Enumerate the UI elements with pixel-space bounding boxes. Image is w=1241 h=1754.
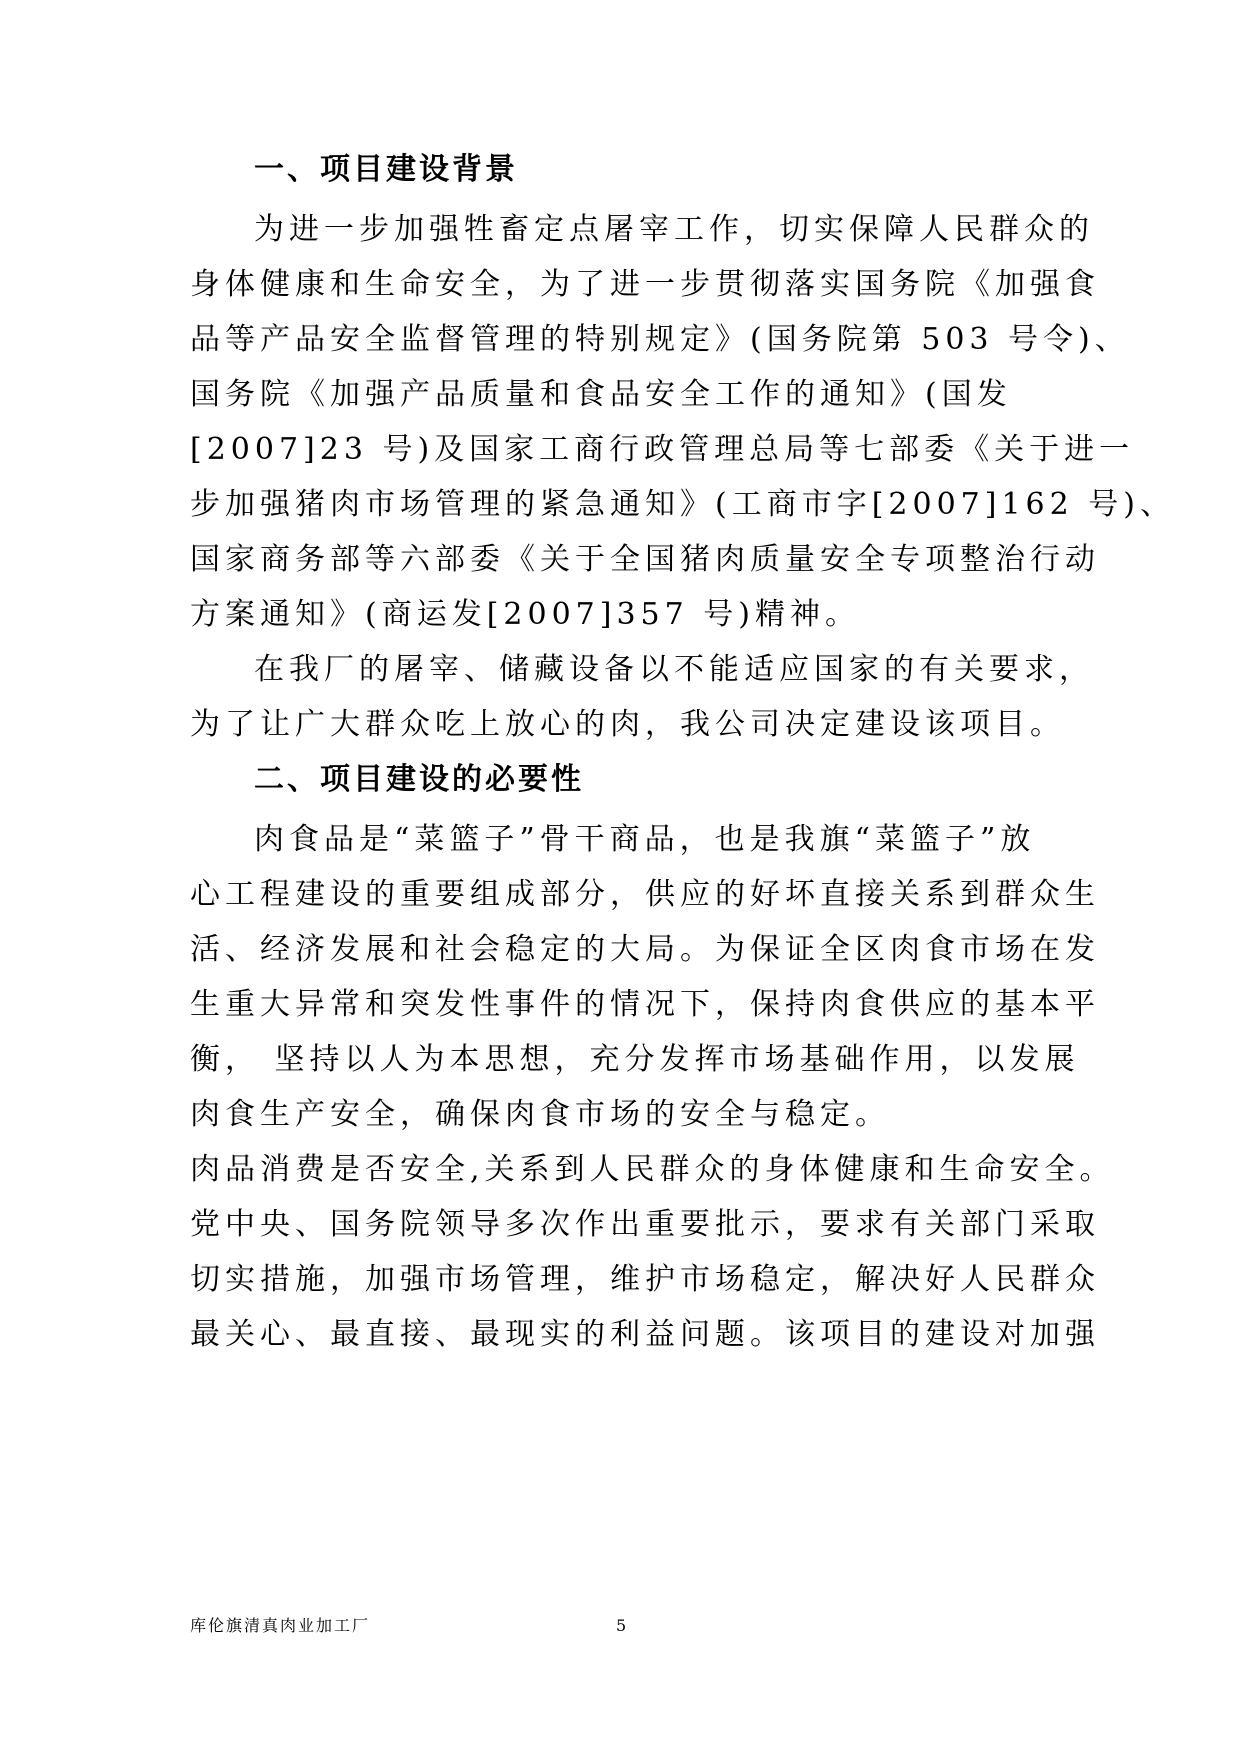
- paragraph-line: 衡， 坚持以人为本思想，充分发挥市场基础作用，以发展: [190, 1042, 1080, 1077]
- paragraph-line: 国家商务部等六部委《关于全国猪肉质量安全专项整治行动: [190, 542, 1100, 577]
- paragraph-line: 切实措施，加强市场管理，维护市场稳定，解决好人民群众: [190, 1262, 1100, 1297]
- section-heading-necessity: 二、项目建设的必要性: [254, 762, 584, 797]
- paragraph-line: 为了让广大群众吃上放心的肉，我公司决定建设该项目。: [190, 707, 1065, 742]
- footer-company-name: 库伦旗清真肉业加工厂: [190, 1616, 371, 1635]
- paragraph-line: 活、经济发展和社会稳定的大局。为保证全区肉食市场在发: [190, 932, 1100, 967]
- section-heading-background: 一、项目建设背景: [254, 152, 518, 187]
- paragraph-line: 身体健康和生命安全，为了进一步贯彻落实国务院《加强食: [190, 267, 1100, 302]
- paragraph-line: 国务院《加强产品质量和食品安全工作的通知》(国发: [190, 377, 1012, 412]
- paragraph-line: 方案通知》(商运发[2007]357 号)精神。: [190, 597, 860, 632]
- paragraph-line: [2007]23 号)及国家工商行政管理总局等七部委《关于进一: [190, 432, 1135, 467]
- paragraph-line: 品等产品安全监督管理的特别规定》(国务院第 503 号令)、: [190, 322, 1130, 357]
- paragraph-line: 肉食生产安全，确保肉食市场的安全与稳定。: [190, 1097, 890, 1132]
- paragraph-line: 在我厂的屠宰、储藏设备以不能适应国家的有关要求，: [254, 652, 1094, 687]
- paragraph-line: 肉食品是“菜篮子”骨干商品，也是我旗“菜篮子”放: [254, 822, 1036, 857]
- paragraph-line: 心工程建设的重要组成部分，供应的好坏直接关系到群众生: [190, 877, 1100, 912]
- paragraph-line: 为进一步加强牲畜定点屠宰工作，切实保障人民群众的: [254, 212, 1094, 247]
- paragraph-line: 最关心、最直接、最现实的利益问题。该项目的建设对加强: [190, 1317, 1100, 1352]
- paragraph-line: 生重大异常和突发性事件的情况下，保持肉食供应的基本平: [190, 987, 1100, 1022]
- paragraph-line: 肉品消费是否安全,关系到人民群众的身体健康和生命安全。: [190, 1152, 1115, 1187]
- paragraph-line: 步加强猪肉市场管理的紧急通知》(工商市字[2007]162 号)、: [190, 487, 1175, 522]
- paragraph-line: 党中央、国务院领导多次作出重要批示，要求有关部门采取: [190, 1207, 1100, 1242]
- footer-page-number: 5: [616, 1616, 627, 1635]
